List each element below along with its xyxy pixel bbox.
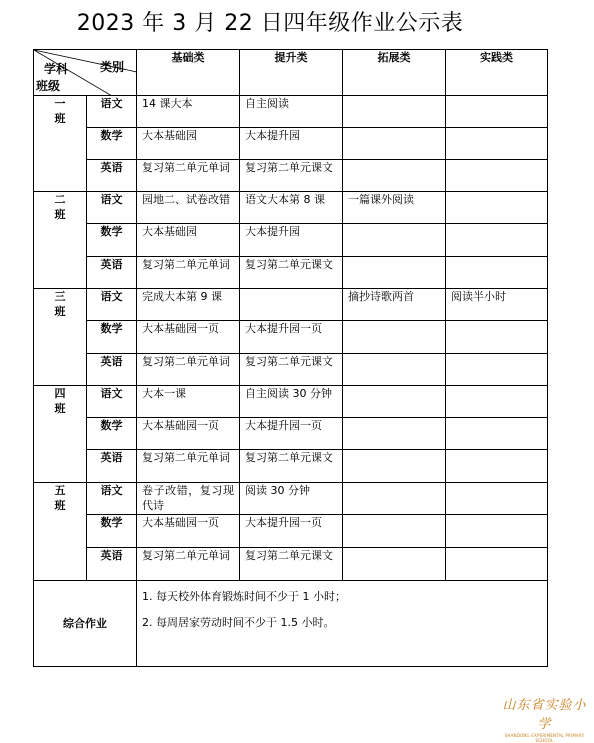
homework-cell	[343, 160, 446, 192]
homework-cell	[343, 224, 446, 257]
homework-cell: 语文大本第 8 课	[240, 192, 343, 224]
homework-cell	[446, 96, 548, 128]
school-logo-text: 山东省实验小学	[502, 698, 587, 732]
homework-cell: 复习第二单元课文	[240, 354, 343, 386]
table-row	[34, 483, 548, 515]
class-name-cell	[34, 386, 87, 483]
homework-cell	[343, 354, 446, 386]
table-row	[34, 321, 548, 354]
homework-cell: 大本基础园一页	[137, 515, 240, 548]
subject-cell: 语文	[87, 386, 137, 418]
column-header-basic: 基础类	[137, 50, 240, 96]
homework-cell	[343, 418, 446, 450]
homework-cell: 阅读半小时	[446, 289, 548, 321]
homework-cell	[446, 548, 548, 581]
homework-cell: 大本基础园一页	[137, 418, 240, 450]
homework-cell: 大本提升园一页	[240, 515, 343, 548]
homework-cell: 大本基础园	[137, 128, 240, 160]
comprehensive-label: 综合作业	[34, 581, 137, 667]
homework-cell	[343, 257, 446, 289]
homework-cell	[446, 450, 548, 483]
class-name-char: 班	[54, 499, 66, 512]
table-row	[34, 354, 548, 386]
homework-cell	[446, 160, 548, 192]
homework-cell: 摘抄诗歌两首	[343, 289, 446, 321]
column-header-practice: 实践类	[446, 50, 548, 96]
subject-cell: 英语	[87, 354, 137, 386]
homework-cell: 大本基础园	[137, 224, 240, 257]
subject-cell: 语文	[87, 96, 137, 128]
homework-table	[33, 49, 548, 667]
homework-cell: 园地二、试卷改错	[137, 192, 240, 224]
homework-cell	[446, 483, 548, 515]
table-row	[34, 548, 548, 581]
homework-cell	[343, 386, 446, 418]
table-row	[34, 386, 548, 418]
subject-cell: 英语	[87, 548, 137, 581]
class-name-char: 二	[54, 193, 66, 206]
class-name-cell	[34, 483, 87, 581]
class-name-cell	[34, 192, 87, 289]
class-name-cell	[34, 289, 87, 386]
homework-cell	[446, 224, 548, 257]
column-header-improve: 提升类	[240, 50, 343, 96]
table-row	[34, 192, 548, 224]
homework-cell	[343, 128, 446, 160]
homework-cell	[446, 321, 548, 354]
class-name-char: 三	[54, 290, 66, 303]
class-name-cell	[34, 96, 87, 192]
subject-cell: 英语	[87, 450, 137, 483]
table-row	[34, 450, 548, 483]
subject-cell: 数学	[87, 515, 137, 548]
homework-cell: 大本提升园一页	[240, 418, 343, 450]
homework-cell	[343, 321, 446, 354]
comprehensive-notes	[137, 581, 548, 667]
class-name-char: 班	[54, 208, 66, 221]
school-logo	[497, 694, 592, 743]
school-logo-subtext: SHANDONG EXPERIMENTAL PRIMARY SCHOOL	[504, 733, 585, 743]
homework-cell	[446, 418, 548, 450]
homework-cell	[343, 515, 446, 548]
homework-cell: 大本提升园	[240, 224, 343, 257]
table-row	[34, 160, 548, 192]
column-header-extend: 拓展类	[343, 50, 446, 96]
homework-cell: 大本提升园一页	[240, 321, 343, 354]
homework-cell: 复习第二单元课文	[240, 548, 343, 581]
diagonal-header-cell	[34, 50, 137, 96]
homework-cell	[446, 192, 548, 224]
homework-cell	[343, 483, 446, 515]
class-name-char: 五	[54, 484, 66, 497]
homework-cell	[240, 289, 343, 321]
homework-cell: 卷子改错，复习现代诗	[137, 483, 240, 515]
homework-cell	[343, 548, 446, 581]
subject-cell: 数学	[87, 321, 137, 354]
homework-cell: 复习第二单元单词	[137, 257, 240, 289]
subject-cell: 语文	[87, 192, 137, 224]
homework-cell: 复习第二单元单词	[137, 354, 240, 386]
comprehensive-note: 1. 每天校外体育锻炼时间不少于 1 小时；	[142, 590, 346, 603]
class-name-char: 班	[54, 112, 66, 125]
class-name-char: 一	[54, 97, 66, 110]
homework-cell	[343, 96, 446, 128]
homework-cell: 复习第二单元单词	[137, 548, 240, 581]
header-category-label: 类别	[99, 60, 124, 74]
homework-cell	[343, 450, 446, 483]
table-row	[34, 257, 548, 289]
header-class-label: 班级	[36, 79, 61, 93]
header-subject-label: 学科	[44, 62, 69, 76]
homework-cell: 自主阅读	[240, 96, 343, 128]
subject-cell: 语文	[87, 483, 137, 515]
homework-cell: 自主阅读 30 分钟	[240, 386, 343, 418]
comprehensive-row	[34, 581, 548, 667]
table-row	[34, 224, 548, 257]
homework-cell: 复习第二单元单词	[137, 450, 240, 483]
subject-cell: 数学	[87, 128, 137, 160]
homework-cell	[446, 354, 548, 386]
homework-cell: 大本基础园一页	[137, 321, 240, 354]
subject-cell: 数学	[87, 224, 137, 257]
table-row	[34, 515, 548, 548]
subject-cell: 语文	[87, 289, 137, 321]
homework-cell: 复习第二单元课文	[240, 160, 343, 192]
table-row	[34, 418, 548, 450]
homework-cell: 大本一课	[137, 386, 240, 418]
subject-cell: 英语	[87, 257, 137, 289]
homework-cell	[446, 515, 548, 548]
homework-cell	[446, 257, 548, 289]
page-title: 2023 年 3 月 22 日四年级作业公示表	[76, 11, 464, 36]
class-name-char: 班	[54, 305, 66, 318]
homework-cell: 大本提升园	[240, 128, 343, 160]
homework-cell: 复习第二单元课文	[240, 257, 343, 289]
homework-cell: 完成大本第 9 课	[137, 289, 240, 321]
subject-cell: 数学	[87, 418, 137, 450]
header-row	[34, 50, 548, 96]
homework-cell: 一篇课外阅读	[343, 192, 446, 224]
table-row	[34, 128, 548, 160]
homework-cell: 复习第二单元单词	[137, 160, 240, 192]
homework-cell: 复习第二单元课文	[240, 450, 343, 483]
subject-cell: 英语	[87, 160, 137, 192]
class-name-char: 班	[54, 402, 66, 415]
table-row	[34, 289, 548, 321]
table-row	[34, 96, 548, 128]
homework-cell	[446, 386, 548, 418]
homework-cell	[446, 128, 548, 160]
homework-cell: 阅读 30 分钟	[240, 483, 343, 515]
comprehensive-note: 2. 每周居家劳动时间不少于 1.5 小时。	[142, 616, 335, 629]
class-name-char: 四	[54, 387, 66, 400]
homework-cell: 14 课大本	[137, 96, 240, 128]
